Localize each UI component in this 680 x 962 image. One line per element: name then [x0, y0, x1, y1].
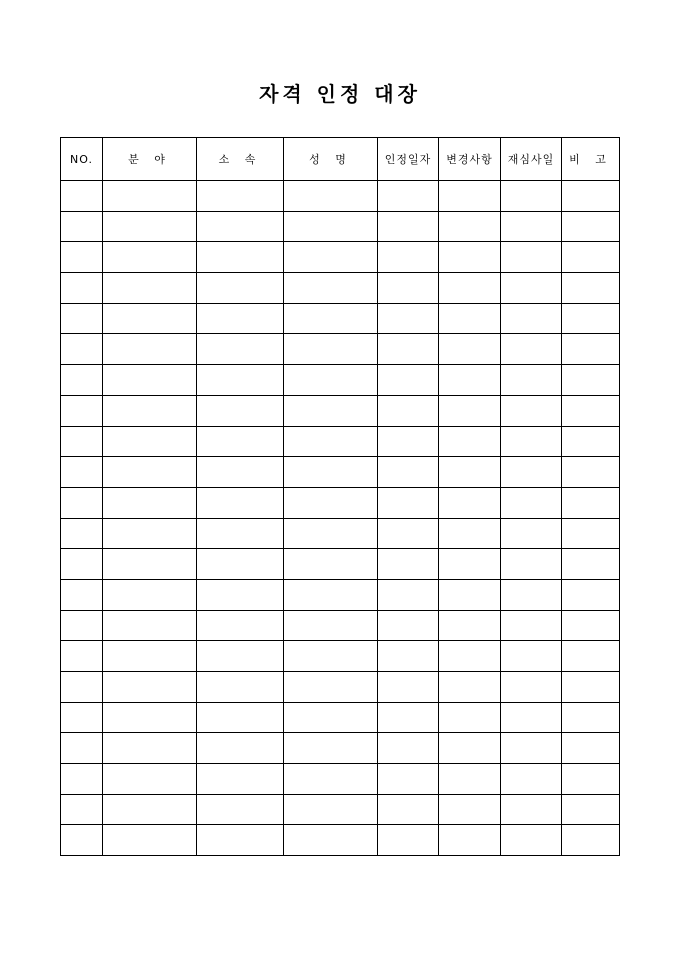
table-row — [61, 273, 620, 304]
table-cell — [284, 579, 378, 610]
table-cell — [501, 303, 562, 334]
table-cell — [378, 334, 439, 365]
table-cell — [284, 211, 378, 242]
table-cell — [284, 672, 378, 703]
table-cell — [103, 549, 197, 580]
table-cell — [284, 365, 378, 396]
table-cell — [378, 242, 439, 273]
table-cell — [501, 365, 562, 396]
table-cell — [378, 395, 439, 426]
table-cell — [197, 764, 284, 795]
table-cell — [562, 518, 620, 549]
qualification-register-table — [60, 137, 620, 856]
table-row — [61, 242, 620, 273]
table-cell — [284, 518, 378, 549]
table-cell — [103, 303, 197, 334]
table-cell — [439, 641, 501, 672]
table-cell — [378, 702, 439, 733]
document-title: 자격 인정 대장 — [259, 82, 421, 106]
table-cell — [197, 426, 284, 457]
table-cell — [378, 365, 439, 396]
table-cell — [103, 211, 197, 242]
table-cell — [562, 273, 620, 304]
table-cell — [61, 365, 103, 396]
table-row — [61, 610, 620, 641]
table-cell — [562, 487, 620, 518]
table-cell — [197, 242, 284, 273]
table-cell — [197, 334, 284, 365]
table-cell — [284, 641, 378, 672]
table-row — [61, 764, 620, 795]
table-row — [61, 518, 620, 549]
table-cell — [284, 610, 378, 641]
table-cell — [284, 395, 378, 426]
table-row — [61, 211, 620, 242]
table-row — [61, 426, 620, 457]
table-row — [61, 365, 620, 396]
table-cell — [103, 825, 197, 856]
header-certification-date: 인정일자 — [378, 138, 439, 181]
table-cell — [378, 518, 439, 549]
table-row — [61, 549, 620, 580]
table-row — [61, 487, 620, 518]
table-cell — [103, 610, 197, 641]
table-cell — [562, 610, 620, 641]
table-cell — [562, 181, 620, 212]
table-cell — [197, 518, 284, 549]
table-cell — [284, 702, 378, 733]
table-row — [61, 303, 620, 334]
table-cell — [439, 211, 501, 242]
table-cell — [61, 764, 103, 795]
table-cell — [61, 549, 103, 580]
table-cell — [197, 395, 284, 426]
table-cell — [61, 702, 103, 733]
header-name: 성 명 — [284, 138, 378, 181]
table-cell — [439, 487, 501, 518]
table-cell — [501, 672, 562, 703]
table-cell — [439, 672, 501, 703]
table-cell — [61, 273, 103, 304]
table-cell — [439, 426, 501, 457]
table-cell — [197, 794, 284, 825]
table-cell — [61, 211, 103, 242]
table-cell — [61, 181, 103, 212]
table-cell — [439, 457, 501, 488]
table-cell — [103, 487, 197, 518]
table-cell — [197, 365, 284, 396]
table-cell — [103, 794, 197, 825]
table-cell — [562, 549, 620, 580]
table-cell — [197, 549, 284, 580]
table-cell — [284, 181, 378, 212]
table-cell — [501, 764, 562, 795]
table-cell — [562, 702, 620, 733]
table-cell — [562, 641, 620, 672]
table-cell — [501, 181, 562, 212]
table-cell — [562, 426, 620, 457]
table-cell — [378, 426, 439, 457]
table-cell — [501, 610, 562, 641]
table-cell — [61, 518, 103, 549]
table-cell — [284, 794, 378, 825]
table-cell — [103, 273, 197, 304]
header-changes: 변경사항 — [439, 138, 501, 181]
table-cell — [439, 610, 501, 641]
table-cell — [284, 764, 378, 795]
table-cell — [378, 303, 439, 334]
table-cell — [103, 242, 197, 273]
table-cell — [439, 764, 501, 795]
table-cell — [501, 211, 562, 242]
table-cell — [562, 672, 620, 703]
table-cell — [103, 518, 197, 549]
table-cell — [284, 487, 378, 518]
table-cell — [284, 273, 378, 304]
table-cell — [501, 395, 562, 426]
table-cell — [439, 242, 501, 273]
table-cell — [61, 825, 103, 856]
table-cell — [61, 457, 103, 488]
table-cell — [61, 672, 103, 703]
table-cell — [61, 303, 103, 334]
table-cell — [284, 825, 378, 856]
table-row — [61, 794, 620, 825]
table-row — [61, 825, 620, 856]
table-cell — [439, 334, 501, 365]
table-cell — [61, 641, 103, 672]
table-cell — [378, 487, 439, 518]
table-cell — [284, 303, 378, 334]
table-cell — [501, 518, 562, 549]
table-row — [61, 395, 620, 426]
table-cell — [197, 457, 284, 488]
table-cell — [501, 641, 562, 672]
table-cell — [562, 764, 620, 795]
table-cell — [439, 181, 501, 212]
table-cell — [439, 303, 501, 334]
table-cell — [378, 825, 439, 856]
table-row — [61, 181, 620, 212]
table-cell — [562, 825, 620, 856]
table-cell — [61, 242, 103, 273]
table-cell — [61, 794, 103, 825]
table-cell — [378, 641, 439, 672]
header-affiliation: 소 속 — [197, 138, 284, 181]
table-cell — [439, 518, 501, 549]
table-cell — [378, 794, 439, 825]
table-cell — [501, 825, 562, 856]
table-cell — [378, 211, 439, 242]
table-row — [61, 702, 620, 733]
table-cell — [439, 365, 501, 396]
table-cell — [501, 273, 562, 304]
table-cell — [197, 825, 284, 856]
table-cell — [562, 733, 620, 764]
table-row — [61, 457, 620, 488]
table-cell — [562, 457, 620, 488]
table-cell — [103, 334, 197, 365]
table-cell — [61, 426, 103, 457]
table-cell — [61, 395, 103, 426]
table-cell — [439, 825, 501, 856]
table-cell — [378, 672, 439, 703]
header-review-date: 재심사일 — [501, 138, 562, 181]
header-no: NO. — [61, 138, 103, 181]
table-cell — [439, 733, 501, 764]
header-remarks: 비 고 — [562, 138, 620, 181]
table-cell — [197, 610, 284, 641]
table-row — [61, 733, 620, 764]
table-row — [61, 641, 620, 672]
table-row — [61, 334, 620, 365]
table-cell — [562, 365, 620, 396]
table-cell — [103, 365, 197, 396]
table-cell — [197, 181, 284, 212]
table-cell — [501, 334, 562, 365]
header-field: 분 야 — [103, 138, 197, 181]
table-cell — [501, 242, 562, 273]
table-cell — [562, 794, 620, 825]
table-cell — [61, 579, 103, 610]
table-cell — [378, 579, 439, 610]
table-cell — [501, 702, 562, 733]
table-cell — [284, 457, 378, 488]
table-cell — [197, 211, 284, 242]
table-cell — [103, 181, 197, 212]
table-cell — [197, 273, 284, 304]
table-cell — [284, 426, 378, 457]
table-cell — [562, 211, 620, 242]
table-cell — [501, 549, 562, 580]
table-cell — [378, 764, 439, 795]
table-cell — [501, 794, 562, 825]
table-cell — [562, 334, 620, 365]
table-cell — [501, 426, 562, 457]
table-cell — [103, 672, 197, 703]
table-cell — [378, 610, 439, 641]
table-cell — [378, 457, 439, 488]
table-cell — [61, 610, 103, 641]
table-cell — [284, 334, 378, 365]
table-cell — [439, 794, 501, 825]
table-cell — [439, 579, 501, 610]
table-cell — [562, 579, 620, 610]
table-cell — [562, 303, 620, 334]
table-cell — [197, 579, 284, 610]
table-cell — [61, 487, 103, 518]
table-cell — [61, 334, 103, 365]
table-cell — [439, 273, 501, 304]
header-row — [61, 138, 620, 181]
table-cell — [103, 395, 197, 426]
table-cell — [103, 579, 197, 610]
table-cell — [197, 487, 284, 518]
table-cell — [501, 579, 562, 610]
table-cell — [501, 733, 562, 764]
table-cell — [103, 702, 197, 733]
table-cell — [103, 457, 197, 488]
table-cell — [103, 733, 197, 764]
table-cell — [61, 733, 103, 764]
table-cell — [284, 242, 378, 273]
table-cell — [284, 733, 378, 764]
table-cell — [378, 549, 439, 580]
table-cell — [562, 242, 620, 273]
table-cell — [439, 395, 501, 426]
table-cell — [103, 764, 197, 795]
table-cell — [378, 733, 439, 764]
table-cell — [378, 273, 439, 304]
table-cell — [562, 395, 620, 426]
table-cell — [439, 702, 501, 733]
table-cell — [197, 303, 284, 334]
table-cell — [501, 487, 562, 518]
table-cell — [197, 641, 284, 672]
table-cell — [197, 733, 284, 764]
table-cell — [103, 641, 197, 672]
table-cell — [284, 549, 378, 580]
table-cell — [197, 672, 284, 703]
table-cell — [103, 426, 197, 457]
table-body — [61, 181, 620, 856]
table-cell — [501, 457, 562, 488]
table-row — [61, 672, 620, 703]
table-cell — [378, 181, 439, 212]
table-row — [61, 579, 620, 610]
table-cell — [439, 549, 501, 580]
table-cell — [197, 702, 284, 733]
